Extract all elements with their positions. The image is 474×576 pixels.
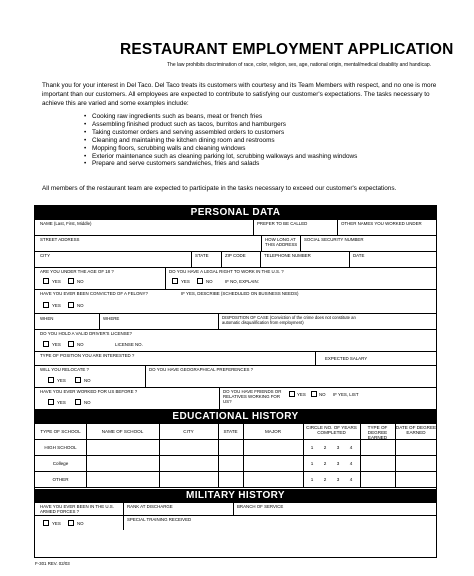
school-type-label: College: [52, 461, 69, 466]
worked-before-no-checkbox[interactable]: [75, 399, 81, 405]
divider: [159, 456, 160, 471]
worked-before-question: HAVE YOU EVER WORKED FOR US BEFORE ?: [40, 389, 138, 394]
divider: [99, 314, 100, 329]
all-members-note: All members of the restaurant team are expected to participate in the tasks necessary to exceed our customer's expectations.: [42, 185, 397, 192]
how-long-field[interactable]: HOW LONG AT THIS ADDRESS: [265, 237, 298, 247]
year-option[interactable]: 1: [310, 461, 314, 466]
divider: [303, 456, 304, 471]
armed-yes-checkbox[interactable]: [43, 520, 49, 526]
felony-question: HAVE YOU EVER BEEN CONVICTED OF A FELONY?: [40, 291, 148, 296]
divider: [86, 472, 87, 487]
divider: [218, 440, 219, 455]
rank-field[interactable]: RANK AT DISCHARGE: [127, 504, 173, 509]
year-option[interactable]: 3: [336, 477, 340, 482]
felony-describe-field[interactable]: IF YES, DESCRIBE (SCHEDULED ON BUSINESS NEEDS): [181, 291, 299, 296]
felony-details-row: [35, 314, 436, 330]
year-option[interactable]: 1: [310, 445, 314, 450]
geographical-preference-field[interactable]: DO YOU HAVE GEOGRAPHICAL PREFERENCES ?: [149, 367, 254, 372]
table-row: [35, 472, 436, 488]
other-names-field[interactable]: OTHER NAMES YOU WORKED UNDER: [341, 221, 422, 226]
year-option[interactable]: 3: [336, 461, 340, 466]
felony-no-checkbox[interactable]: [68, 302, 74, 308]
page-subtitle: The law prohibits discrimination of race, color, religion, sex, age, national origin, mental/medical disability and handicap.: [167, 62, 432, 68]
divider: [395, 472, 396, 487]
task-item: • Exterior maintenance such as cleaning parking lot, scrubbing walkways and washing windows: [84, 153, 357, 161]
year-option[interactable]: 4: [349, 461, 353, 466]
table-row: [35, 456, 436, 472]
city-field[interactable]: CITY: [40, 253, 51, 258]
under-18-yes-checkbox[interactable]: [43, 278, 49, 284]
checkbox-label: YES: [57, 378, 66, 383]
divider: [261, 236, 262, 251]
under-18-question: ARE YOU UNDER THE AGE OF 18 ?: [40, 269, 114, 274]
relocate-no-checkbox[interactable]: [75, 377, 81, 383]
name-row: [35, 220, 436, 236]
divider: [360, 440, 361, 455]
license-number-field[interactable]: LICENSE NO.: [115, 342, 143, 347]
divider: [86, 456, 87, 471]
armed-forces-question: HAVE YOU EVER BEEN IN THE U.S. ARMED FORCES ?: [40, 504, 114, 514]
city-row: [35, 252, 436, 268]
felony-row: [35, 290, 436, 314]
rank-row: [35, 503, 436, 516]
legal-right-yes-checkbox[interactable]: [172, 278, 178, 284]
year-option[interactable]: 3: [336, 445, 340, 450]
column-header: MAJOR: [264, 429, 282, 434]
divider: [243, 440, 244, 455]
divider: [243, 456, 244, 471]
checkbox-label: NO: [319, 392, 326, 397]
checkbox-label: YES: [181, 279, 190, 284]
address-row: [35, 236, 436, 252]
year-option[interactable]: 2: [323, 461, 327, 466]
when-field[interactable]: WHEN: [40, 316, 54, 321]
license-row: [35, 330, 436, 352]
friends-relatives-question: DO YOU HAVE FRIENDS OR RELATIVES WORKING FOR US?: [223, 389, 282, 404]
year-option[interactable]: 4: [349, 445, 353, 450]
divider: [145, 366, 146, 387]
school-type-label: HIGH SCHOOL: [44, 445, 77, 450]
checkbox-label: NO: [206, 279, 213, 284]
legal-right-explain-field[interactable]: IF NO, EXPLAIN:: [225, 279, 259, 284]
divider: [165, 268, 166, 289]
divider: [243, 472, 244, 487]
divider: [123, 516, 124, 530]
checkbox-label: NO: [84, 378, 91, 383]
legal-right-no-checkbox[interactable]: [197, 278, 203, 284]
relocate-question: WILL YOU RELOCATE ?: [40, 367, 89, 372]
ssn-field[interactable]: SOCIAL SECURITY NUMBER: [304, 237, 364, 242]
divider: [218, 314, 219, 329]
friends-yes-checkbox[interactable]: [289, 391, 295, 397]
year-option[interactable]: 4: [349, 477, 353, 482]
divider: [218, 472, 219, 487]
divider: [159, 472, 160, 487]
task-item: • Assembling finished product such as tacos, burritos and hamburgers: [84, 121, 357, 129]
checkbox-label: NO: [77, 342, 84, 347]
position-row: [35, 352, 436, 366]
personal-data-header: PERSONAL DATA: [35, 206, 436, 220]
task-item: • Taking customer orders and serving assembled orders to customers: [84, 129, 357, 137]
task-list: [84, 113, 357, 168]
task-item: • Cleaning and maintaining the kitchen dining room and restrooms: [84, 137, 357, 145]
divider: [349, 252, 350, 267]
divider: [395, 440, 396, 455]
street-address-field[interactable]: STREET ADDRESS: [40, 237, 80, 242]
worked-before-row: [35, 388, 436, 410]
year-option[interactable]: 2: [323, 445, 327, 450]
zip-field[interactable]: ZIP CODE: [225, 253, 246, 258]
eligibility-row: [35, 268, 436, 290]
page-title: RESTAURANT EMPLOYMENT APPLICATION: [120, 41, 454, 58]
divider: [303, 440, 304, 455]
telephone-field[interactable]: TELEPHONE NUMBER: [264, 253, 311, 258]
column-header: DATE OF DEGREE EARNED: [395, 425, 437, 435]
special-training-field[interactable]: SPECIAL TRAINING RECEIVED: [127, 517, 192, 522]
checkbox-label: YES: [52, 303, 61, 308]
name-field[interactable]: NAME (Last, First, Middle): [40, 221, 92, 226]
table-row: [35, 440, 436, 456]
divider: [123, 503, 124, 515]
form-number: F-301 REV. 02/03: [35, 561, 70, 566]
state-field[interactable]: STATE: [195, 253, 209, 258]
application-form: [34, 205, 437, 558]
column-header: CITY: [183, 429, 194, 434]
disposition-field[interactable]: DISPOSITION OF CASE (Conviction of the crime does not constitute an automatic disqualification from employment): [222, 315, 356, 325]
divider: [260, 252, 261, 267]
checkbox-label: YES: [297, 392, 306, 397]
intro-paragraph: Thank you for your interest in Del Taco. Del Taco treats its customers with courtesy and its Team Members with respect, and no one is more important than our customers. All employees are expected to contribute to satisfying our customer's expectations. The tasks necessary to achieve this are varied and some examples include:: [42, 82, 437, 107]
license-no-checkbox[interactable]: [68, 341, 74, 347]
column-header: TYPE OF DEGREE EARNED: [367, 425, 388, 440]
position-field[interactable]: TYPE OF POSITION YOU ARE INTERESTED ?: [40, 353, 135, 358]
relocate-yes-checkbox[interactable]: [48, 377, 54, 383]
license-yes-checkbox[interactable]: [43, 341, 49, 347]
friends-no-checkbox[interactable]: [311, 391, 317, 397]
year-option[interactable]: 2: [323, 477, 327, 482]
expected-salary-field[interactable]: EXPECTED SALARY: [325, 356, 368, 361]
divider: [219, 388, 220, 409]
branch-field[interactable]: BRANCH OF SERVICE: [237, 504, 284, 509]
relocate-row: [35, 366, 436, 388]
task-item: • Prepare and serve customers sandwiches, fries and salads: [84, 160, 357, 168]
divider: [218, 456, 219, 471]
worked-before-yes-checkbox[interactable]: [48, 399, 54, 405]
education-header: EDUCATIONAL HISTORY: [35, 410, 436, 424]
under-18-no-checkbox[interactable]: [68, 278, 74, 284]
divider: [300, 236, 301, 251]
checkbox-label: NO: [77, 521, 84, 526]
divider: [360, 472, 361, 487]
armed-no-checkbox[interactable]: [68, 520, 74, 526]
checkbox-label: NO: [84, 400, 91, 405]
legal-right-question: DO YOU HAVE A LEGAL RIGHT TO WORK IN THE U.S. ?: [169, 269, 284, 274]
where-field[interactable]: WHERE: [103, 316, 120, 321]
checkbox-label: YES: [52, 342, 61, 347]
divider: [303, 472, 304, 487]
divider: [86, 440, 87, 455]
checkbox-label: NO: [77, 279, 84, 284]
felony-yes-checkbox[interactable]: [43, 302, 49, 308]
divider: [337, 220, 338, 235]
task-item: • Cooking raw ingredients such as beans, meat or french fries: [84, 113, 357, 121]
divider: [221, 252, 222, 267]
preferred-name-field[interactable]: PREFER TO BE CALLED: [257, 221, 308, 226]
military-header: MILITARY HISTORY: [35, 489, 436, 503]
checkbox-label: YES: [52, 521, 61, 526]
column-header: CIRCLE NO. OF YEARS COMPLETED: [306, 425, 357, 435]
training-row: [35, 516, 436, 530]
divider: [253, 220, 254, 235]
column-header: NAME OF SCHOOL: [101, 429, 144, 434]
task-item: • Mopping floors, scrubbing walls and cleaning windows: [84, 145, 357, 153]
column-header: TYPE OF SCHOOL: [40, 429, 81, 434]
education-header-row: [35, 424, 436, 440]
friends-list-field[interactable]: IF YES, LIST: [333, 392, 359, 397]
divider: [159, 440, 160, 455]
checkbox-label: YES: [57, 400, 66, 405]
column-header: STATE: [223, 429, 238, 434]
divider: [360, 456, 361, 471]
checkbox-label: YES: [52, 279, 61, 284]
checkbox-label: NO: [77, 303, 84, 308]
divider: [395, 456, 396, 471]
school-type-label: OTHER: [52, 477, 69, 482]
divider: [233, 503, 234, 515]
license-question: DO YOU HOLD A VALID DRIVER'S LICENSE?: [40, 331, 132, 336]
date-field[interactable]: DATE: [353, 253, 365, 258]
year-option[interactable]: 1: [310, 477, 314, 482]
divider: [191, 252, 192, 267]
divider: [315, 352, 316, 365]
